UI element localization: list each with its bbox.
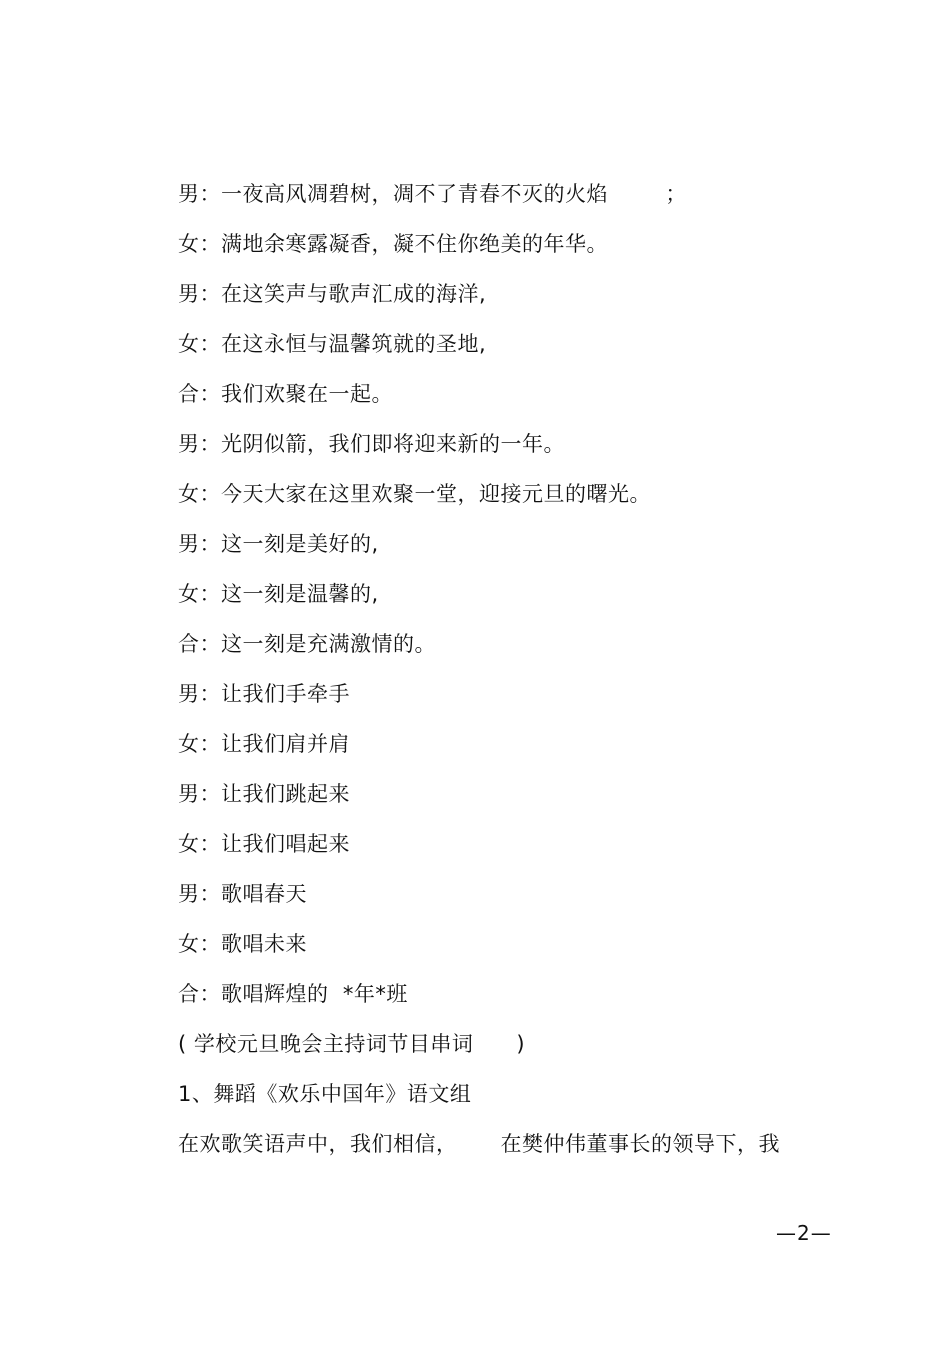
text-line: 女：这一刻是温馨的, <box>178 582 379 606</box>
text-line: 女：满地余寒露凝香，凝不住你绝美的年华。 <box>178 232 608 256</box>
text-line: 合：歌唱辉煌的 *年*班 <box>178 982 408 1006</box>
text-line: 男：让我们手牵手 <box>178 682 350 706</box>
text-line: 合：我们欢聚在一起。 <box>178 382 393 406</box>
text-line: 女：在这永恒与温馨筑就的圣地, <box>178 332 487 356</box>
text-line: 男：让我们跳起来 <box>178 782 350 806</box>
text-line: 男：歌唱春天 <box>178 882 307 906</box>
paragraph-line: 在欢歌笑语声中，我们相信， 在樊仲伟董事长的领导下，我 <box>178 1132 781 1156</box>
document-body <box>178 174 858 1174</box>
text-line: 男：这一刻是美好的, <box>178 532 379 556</box>
text-line: 女：让我们肩并肩 <box>178 732 350 756</box>
program-heading: ( 学校元旦晚会主持词节目串词 ) <box>178 1032 526 1056</box>
text-line: 男：在这笑声与歌声汇成的海洋, <box>178 282 487 306</box>
text-line: 男：一夜高风凋碧树，凋不了青春不灭的火焰 ； <box>178 182 687 206</box>
text-line: 合：这一刻是充满激情的。 <box>178 632 436 656</box>
page-number: —2— <box>776 1221 832 1245</box>
text-line: 女：让我们唱起来 <box>178 832 350 856</box>
text-line: 男：光阴似箭，我们即将迎来新的一年。 <box>178 432 565 456</box>
text-line: 女：今天大家在这里欢聚一堂，迎接元旦的曙光。 <box>178 482 651 506</box>
program-item: 1、舞蹈《欢乐中国年》语文组 <box>178 1082 472 1106</box>
text-line: 女：歌唱未来 <box>178 932 307 956</box>
